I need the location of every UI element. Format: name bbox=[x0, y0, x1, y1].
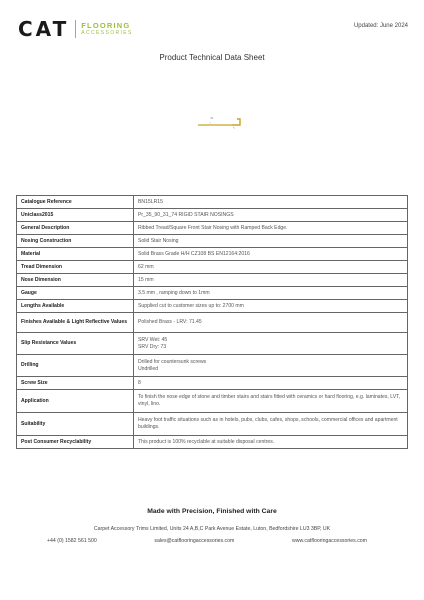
spec-value: Supplied cut to customer sizes up to: 2700 mm bbox=[134, 300, 408, 313]
spec-value-line: Undrilled bbox=[138, 365, 159, 372]
spec-value: To finish the nose edge of stone and timber stairs and stairs fitted with ceramics or hard flooring, e.g. laminates, LVT, vinyl, lino. bbox=[134, 390, 408, 413]
spec-key: Suitability bbox=[17, 413, 134, 436]
spec-key: Tread Dimension bbox=[17, 261, 134, 274]
table-row bbox=[17, 248, 408, 261]
spec-key: Nosing Construction bbox=[17, 235, 134, 248]
logo-sub-line-1: FLOORING bbox=[81, 20, 131, 30]
footer-address: Carpet Accessory Trims Limited, Units 24 A,B,C Park Avenue Estate, Luton, Bedfordshire LU3 3BP, UK bbox=[93, 526, 331, 532]
logo-subtitle bbox=[81, 22, 133, 37]
spec-value: 15 mm bbox=[134, 274, 408, 287]
updated-date: Updated: June 2024 bbox=[353, 23, 408, 29]
table-row bbox=[17, 235, 408, 248]
spec-key: Lengths Available bbox=[17, 300, 134, 313]
spec-key: General Description bbox=[17, 222, 134, 235]
table-row bbox=[17, 355, 408, 377]
spec-key: Material bbox=[17, 248, 134, 261]
spec-value: 62 mm bbox=[134, 261, 408, 274]
spec-value: Solid Brass Grade H/H CZ108 BS EN12164:2016 bbox=[134, 248, 408, 261]
spec-value: Solid Stair Nosing bbox=[134, 235, 408, 248]
spec-key: Finishes Available & Light Reflective Values bbox=[17, 313, 134, 333]
spec-key: Drilling bbox=[17, 355, 134, 377]
spec-table bbox=[16, 195, 408, 449]
logo-divider bbox=[75, 20, 76, 38]
stair-nosing-profile-drawing bbox=[196, 112, 246, 132]
table-row bbox=[17, 196, 408, 209]
spec-value bbox=[134, 355, 408, 377]
spec-key: Slip Resistance Values bbox=[17, 333, 134, 355]
logo-main-text: CAT bbox=[18, 17, 70, 41]
table-row bbox=[17, 377, 408, 390]
table-row bbox=[17, 222, 408, 235]
spec-value-line: SRV Wet: 45 bbox=[138, 336, 168, 343]
spec-value: This product is 100% recyclable at suitable disposal centres. bbox=[134, 436, 408, 449]
table-row bbox=[17, 287, 408, 300]
table-row bbox=[17, 333, 408, 355]
footer-tagline: Made with Precision, Finished with Care bbox=[147, 508, 277, 515]
table-row bbox=[17, 413, 408, 436]
table-row bbox=[17, 300, 408, 313]
footer-contacts bbox=[47, 538, 367, 544]
spec-key: Screw Size bbox=[17, 377, 134, 390]
svg-text:62: 62 bbox=[210, 117, 214, 120]
spec-value: Polished Brass - LRV: 71.45 bbox=[134, 313, 408, 333]
spec-value: Heavy foot traffic situations such as in hotels, pubs, clubs, cafes, shops, schools, commercial offices and apartment buildings. bbox=[134, 413, 408, 436]
table-row bbox=[17, 436, 408, 449]
table-row bbox=[17, 390, 408, 413]
spec-value: Pr_35_90_31_74 RIGID STAIR NOSINGS bbox=[134, 209, 408, 222]
footer-email[interactable]: sales@catflooringaccessories.com bbox=[154, 538, 235, 544]
page-header bbox=[18, 14, 408, 44]
spec-key: Gauge bbox=[17, 287, 134, 300]
cat-logo bbox=[18, 14, 133, 44]
spec-value: 3.5 mm , ramping down to 1mm bbox=[134, 287, 408, 300]
spec-key: Uniclass2015 bbox=[17, 209, 134, 222]
spec-key: Post Consumer Recyclability bbox=[17, 436, 134, 449]
footer-phone: +44 (0) 1582 561 500 bbox=[47, 538, 97, 544]
table-row bbox=[17, 209, 408, 222]
spec-value: Ribbed Tread/Square Front Stair Nosing with Ramped Back Edge. bbox=[134, 222, 408, 235]
footer-website[interactable]: www.catflooringaccessories.com bbox=[292, 538, 367, 544]
table-row bbox=[17, 261, 408, 274]
table-row bbox=[17, 274, 408, 287]
spec-key: Catalogue Reference bbox=[17, 196, 134, 209]
logo-sub-line-2: ACCESSORIES bbox=[81, 29, 133, 36]
spec-value-line: Drilled for countersunk screws bbox=[138, 358, 207, 365]
spec-value-line: SRV Dry: 73 bbox=[138, 343, 167, 350]
document-title: Product Technical Data Sheet bbox=[159, 53, 265, 62]
spec-value bbox=[134, 333, 408, 355]
spec-key: Application bbox=[17, 390, 134, 413]
table-row bbox=[17, 313, 408, 333]
spec-key: Nose Dimension bbox=[17, 274, 134, 287]
spec-value: 8 bbox=[134, 377, 408, 390]
spec-value: BN15LR15 bbox=[134, 196, 408, 209]
